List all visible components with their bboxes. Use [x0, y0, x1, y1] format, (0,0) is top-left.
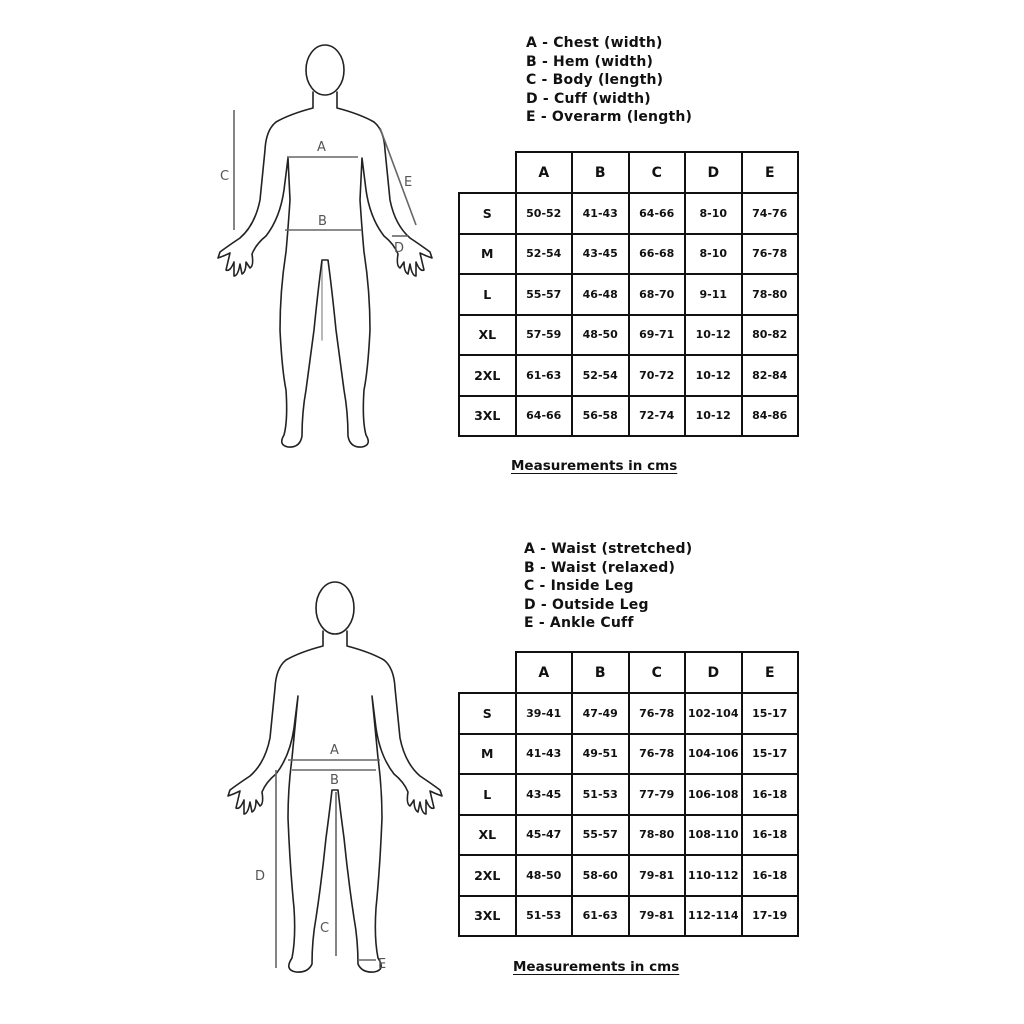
- label-a: A: [317, 140, 326, 155]
- column-header: C: [629, 152, 686, 193]
- table-cell: 80-82: [742, 315, 799, 356]
- legend-item: B - Waist (relaxed): [524, 559, 676, 576]
- table-cell: 79-81: [629, 855, 686, 896]
- table-cell: 110-112: [685, 855, 742, 896]
- top-measurement-legend: [526, 34, 692, 127]
- table-row: [459, 896, 798, 937]
- size-label: M: [459, 234, 516, 275]
- corner-cell: [459, 652, 516, 693]
- legend-item: E - Overarm (length): [526, 109, 693, 125]
- table-cell: 57-59: [516, 315, 573, 356]
- label-c: C: [320, 921, 330, 936]
- table-cell: 74-76: [742, 193, 799, 234]
- table-row: [459, 315, 798, 356]
- table-row: [459, 815, 798, 856]
- bottom-measurement-legend: [524, 540, 692, 633]
- table-cell: 104-106: [685, 734, 742, 775]
- label-e: E: [404, 175, 413, 190]
- size-label: S: [459, 693, 516, 734]
- table-cell: 8-10: [685, 193, 742, 234]
- table-cell: 16-18: [742, 815, 799, 856]
- legend-item: D - Cuff (width): [526, 90, 651, 107]
- table-cell: 16-18: [742, 855, 799, 896]
- table-cell: 64-66: [629, 193, 686, 234]
- top-units-caption: Measurements in cms: [511, 458, 678, 474]
- table-cell: 9-11: [685, 274, 742, 315]
- table-cell: 66-68: [629, 234, 686, 275]
- table-cell: 69-71: [629, 315, 686, 356]
- body-outline-top: [210, 40, 440, 460]
- size-label: 2XL: [459, 355, 516, 396]
- size-label: L: [459, 774, 516, 815]
- table-row: [459, 396, 798, 437]
- table-cell: 15-17: [742, 693, 799, 734]
- table-cell: 46-48: [572, 274, 629, 315]
- legend-item: A - Waist (stretched): [524, 541, 693, 557]
- table-cell: 15-17: [742, 734, 799, 775]
- table-cell: 10-12: [685, 315, 742, 356]
- size-label: XL: [459, 315, 516, 356]
- table-cell: 49-51: [572, 734, 629, 775]
- legend-item: C - Inside Leg: [524, 578, 634, 594]
- table-row: [459, 355, 798, 396]
- table-header-row: [459, 652, 798, 693]
- table-cell: 78-80: [742, 274, 799, 315]
- table-row: [459, 193, 798, 234]
- table-cell: 39-41: [516, 693, 573, 734]
- table-cell: 52-54: [572, 355, 629, 396]
- table-cell: 112-114: [685, 896, 742, 937]
- table-cell: 61-63: [572, 896, 629, 937]
- label-c: C: [220, 169, 230, 184]
- table-cell: 108-110: [685, 815, 742, 856]
- table-cell: 106-108: [685, 774, 742, 815]
- size-label: XL: [459, 815, 516, 856]
- table-cell: 48-50: [516, 855, 573, 896]
- table-cell: 64-66: [516, 396, 573, 437]
- size-label: 2XL: [459, 855, 516, 896]
- table-cell: 45-47: [516, 815, 573, 856]
- size-label: M: [459, 734, 516, 775]
- size-label: 3XL: [459, 896, 516, 937]
- table-cell: 47-49: [572, 693, 629, 734]
- table-row: [459, 234, 798, 275]
- legend-item: D - Outside Leg: [524, 596, 649, 613]
- table-cell: 58-60: [572, 855, 629, 896]
- bottom-size-table: [458, 651, 799, 937]
- table-cell: 72-74: [629, 396, 686, 437]
- table-cell: 10-12: [685, 355, 742, 396]
- table-cell: 52-54: [516, 234, 573, 275]
- label-d: D: [255, 869, 266, 884]
- table-cell: 48-50: [572, 315, 629, 356]
- top-body-figure: [210, 40, 440, 460]
- table-cell: 84-86: [742, 396, 799, 437]
- table-row: [459, 855, 798, 896]
- table-cell: 82-84: [742, 355, 799, 396]
- column-header: B: [572, 152, 629, 193]
- table-cell: 55-57: [516, 274, 573, 315]
- legend-item: B - Hem (width): [526, 53, 654, 70]
- table-cell: 102-104: [685, 693, 742, 734]
- table-row: [459, 274, 798, 315]
- table-cell: 43-45: [516, 774, 573, 815]
- legend-item: C - Body (length): [526, 72, 664, 88]
- table-row: [459, 774, 798, 815]
- table-cell: 78-80: [629, 815, 686, 856]
- column-header: C: [629, 652, 686, 693]
- table-cell: 41-43: [572, 193, 629, 234]
- table-cell: 77-79: [629, 774, 686, 815]
- table-cell: 76-78: [629, 734, 686, 775]
- table-cell: 43-45: [572, 234, 629, 275]
- table-cell: 17-19: [742, 896, 799, 937]
- column-header: B: [572, 652, 629, 693]
- body-outline-bottom: [220, 578, 450, 998]
- label-e: E: [378, 957, 387, 972]
- table-row: [459, 693, 798, 734]
- top-size-table: [458, 151, 799, 437]
- table-cell: 79-81: [629, 896, 686, 937]
- top-size-section: [0, 0, 1024, 500]
- column-header: A: [516, 652, 573, 693]
- label-b: B: [330, 773, 339, 788]
- table-header-row: [459, 152, 798, 193]
- table-cell: 55-57: [572, 815, 629, 856]
- table-cell: 41-43: [516, 734, 573, 775]
- table-row: [459, 734, 798, 775]
- corner-cell: [459, 152, 516, 193]
- legend-item: E - Ankle Cuff: [524, 615, 634, 631]
- table-cell: 10-12: [685, 396, 742, 437]
- size-label: S: [459, 193, 516, 234]
- column-header: E: [742, 652, 799, 693]
- table-cell: 56-58: [572, 396, 629, 437]
- label-b: B: [318, 214, 327, 229]
- bottom-body-figure: [220, 578, 450, 998]
- table-cell: 76-78: [742, 234, 799, 275]
- column-header: D: [685, 152, 742, 193]
- table-cell: 16-18: [742, 774, 799, 815]
- legend-item: A - Chest (width): [526, 35, 663, 51]
- table-cell: 8-10: [685, 234, 742, 275]
- table-cell: 70-72: [629, 355, 686, 396]
- table-cell: 51-53: [516, 896, 573, 937]
- column-header: E: [742, 152, 799, 193]
- size-label: 3XL: [459, 396, 516, 437]
- label-a: A: [330, 743, 339, 758]
- table-cell: 50-52: [516, 193, 573, 234]
- size-label: L: [459, 274, 516, 315]
- column-header: D: [685, 652, 742, 693]
- table-cell: 61-63: [516, 355, 573, 396]
- bottom-units-caption: Measurements in cms: [513, 959, 680, 975]
- column-header: A: [516, 152, 573, 193]
- table-cell: 76-78: [629, 693, 686, 734]
- label-d: D: [394, 241, 405, 256]
- table-cell: 68-70: [629, 274, 686, 315]
- table-cell: 51-53: [572, 774, 629, 815]
